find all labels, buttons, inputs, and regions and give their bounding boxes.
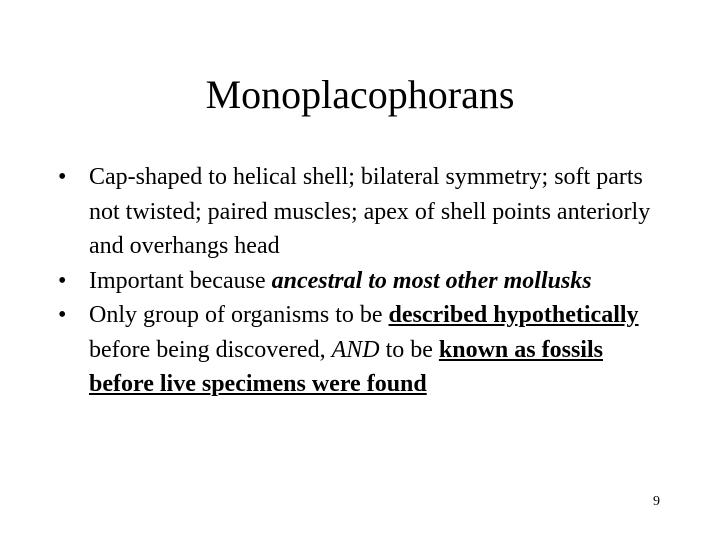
bullet-italic-text: AND bbox=[331, 336, 380, 363]
bullet-text: Cap-shaped to helical shell; bilateral symmetry; soft parts not twisted; paired muscles; apex of shell points anteriorly and overhangs head bbox=[89, 164, 651, 259]
bullet-emphasis-text: ancestral to most other mollusks bbox=[271, 267, 592, 294]
bullet-marker: • bbox=[58, 302, 67, 328]
bullet-item-3 bbox=[58, 298, 658, 402]
slide-title: Monoplacophorans bbox=[205, 72, 515, 117]
page-number: 9 bbox=[653, 494, 660, 509]
bullet-item-2 bbox=[58, 264, 658, 299]
bullet-text: before being discovered, bbox=[89, 336, 332, 363]
bullet-list bbox=[58, 160, 658, 402]
bullet-item-1 bbox=[58, 160, 658, 264]
bullet-text: Important because bbox=[89, 267, 272, 294]
bullet-marker: • bbox=[58, 164, 67, 190]
bullet-text: to be bbox=[379, 336, 439, 363]
bullet-emphasis-text: described hypothetically bbox=[388, 302, 639, 328]
bullet-text: Only group of organisms to be bbox=[89, 302, 389, 328]
bullet-marker: • bbox=[58, 267, 67, 294]
bullet-emphasis-text: known as fossils before live specimens were found bbox=[89, 336, 603, 397]
